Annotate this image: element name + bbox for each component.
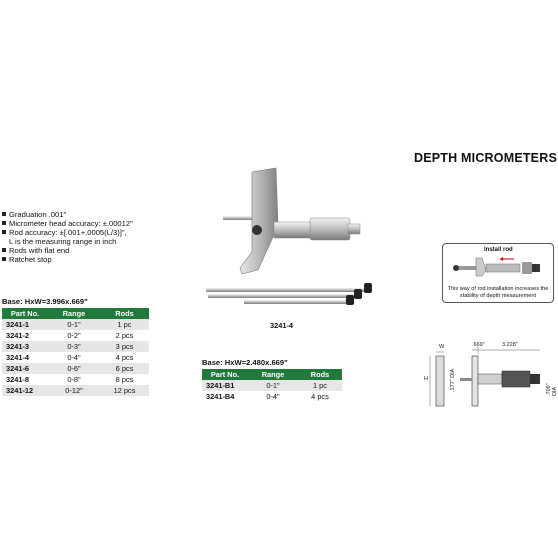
- install-rod-label: Install rod: [484, 247, 513, 253]
- dim-rod-dia: .177" DIA: [450, 368, 456, 392]
- dim-length: 3.228": [502, 342, 518, 348]
- dim-width-label: W: [439, 344, 445, 350]
- table-row: 3241-6 0-6" 6 pcs: [2, 363, 149, 374]
- spec-item: Ratchet stop: [2, 255, 202, 264]
- bullet-icon: [2, 257, 6, 261]
- table-row: 3241-8 0-8" 8 pcs: [6, 375, 134, 384]
- install-rod-diagram: [448, 254, 548, 284]
- spec-item: Rod accuracy: ±[.001+.0005(L/3)]",: [2, 228, 202, 237]
- table-header-row: [2, 308, 149, 319]
- table-row: 3241-B4 0-4" 4 pcs: [206, 392, 329, 401]
- table-header-row: [202, 369, 342, 380]
- table1-base: Base: HxW=3.996x.669": [2, 297, 88, 306]
- column-header: Rods: [100, 308, 149, 319]
- page-title: DEPTH MICROMETERS: [414, 151, 557, 165]
- dim-height-label: H: [424, 376, 428, 382]
- parts-table-2: [202, 369, 342, 402]
- spec-list: [2, 210, 202, 264]
- parts-table-1: [2, 308, 149, 396]
- dim-thimble-dia: .709" DIA: [546, 383, 558, 396]
- column-header: Range: [248, 369, 298, 380]
- install-rod-note: This way of rod installation increases the stability of depth measurement: [447, 286, 549, 299]
- table-row: 3241-2 0-2" 2 pcs: [6, 331, 134, 340]
- spec-item: Graduation .001": [2, 210, 202, 219]
- dim-base-width: .669": [472, 342, 485, 348]
- depth-micrometer-image: [200, 166, 375, 311]
- table-row: 3241-B1 0-1" 1 pc: [202, 380, 342, 391]
- dimension-drawing: [420, 340, 556, 412]
- bullet-icon: [2, 230, 6, 234]
- table-row: 3241-4 0-4" 4 pcs: [6, 353, 134, 362]
- column-header: Rods: [298, 369, 342, 380]
- spec-item: Rods with flat end: [2, 246, 202, 255]
- product-label: 3241-4: [270, 321, 294, 330]
- table-row: 3241-3 0-3" 3 pcs: [2, 341, 149, 352]
- bullet-icon: [2, 221, 6, 225]
- spec-continuation: L is the measuring range in inch: [9, 237, 117, 246]
- column-header: Part No.: [202, 369, 248, 380]
- table2-base: Base: HxW=2.480x.669": [202, 358, 288, 367]
- table-row: 3241-1 0-1" 1 pc: [2, 319, 149, 330]
- column-header: Part No.: [2, 308, 48, 319]
- column-header: Range: [48, 308, 100, 319]
- bullet-icon: [2, 212, 6, 216]
- spec-item: Micrometer head accuracy: ±.00012": [2, 219, 202, 228]
- table-row: 3241-12 0-12" 12 pcs: [2, 385, 149, 396]
- bullet-icon: [2, 248, 6, 252]
